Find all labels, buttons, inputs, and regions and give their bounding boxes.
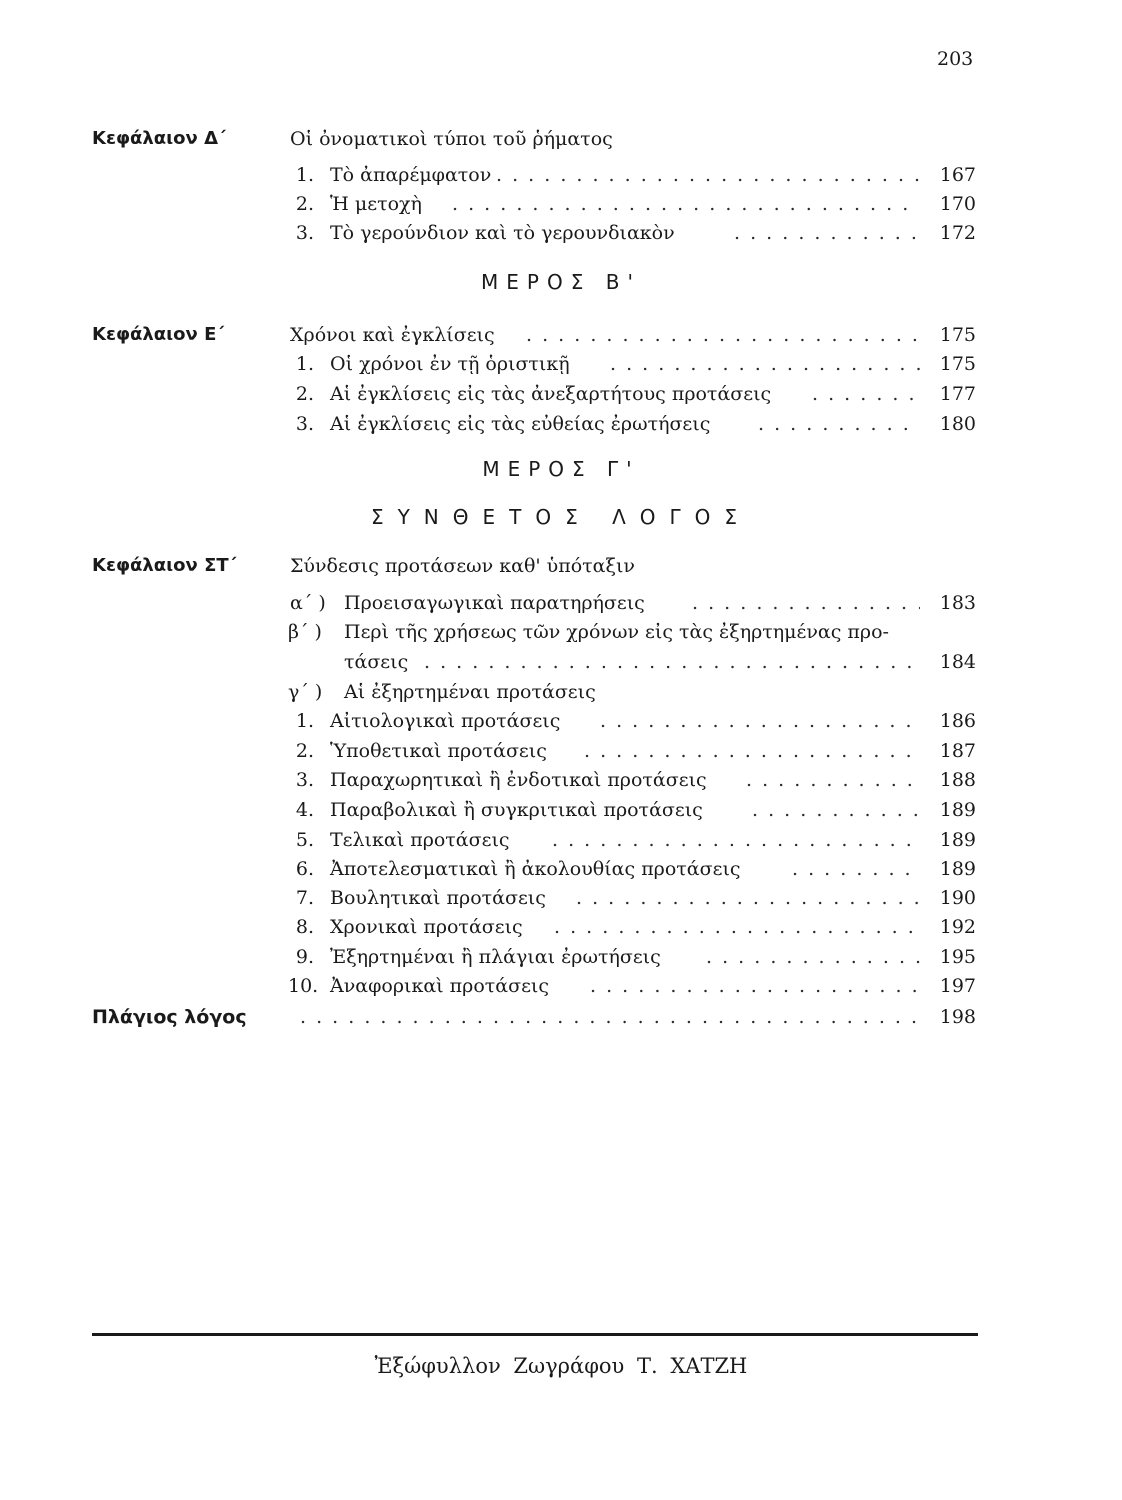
- entry-number: 4.: [295, 799, 314, 821]
- entry-number: 3.: [295, 222, 314, 244]
- entry-number: 9.: [295, 946, 314, 968]
- dot-leader: [746, 765, 920, 795]
- entry-number: 3.: [295, 413, 314, 435]
- dot-leader: [452, 189, 920, 219]
- chapter-e-page: 175: [939, 324, 976, 346]
- entry-number: 5.: [295, 829, 314, 851]
- cover-credits: Ἐξώφυλλον Ζωγράφου Τ. ΧΑΤΖΗ: [374, 1354, 748, 1378]
- entry-number: 1.: [295, 353, 314, 375]
- entry-page: 197: [939, 975, 976, 997]
- entry-text: Προεισαγωγικαὶ παρατηρήσεις: [344, 592, 645, 614]
- entry-page: 187: [939, 740, 976, 762]
- entry-text: Ἀποτελεσματικαὶ ἢ ἀκολουθίας προτάσεις: [330, 858, 741, 880]
- entry-page: 172: [939, 222, 976, 244]
- entry-text: Ἐξηρτημέναι ἢ πλάγιαι ἐρωτήσεις: [330, 946, 661, 968]
- indirect-speech-label: Πλάγιος λόγος: [92, 1006, 247, 1028]
- entry-text: Ὑποθετικαὶ προτάσεις: [330, 740, 547, 762]
- entry-text: Ἡ μετοχὴ: [330, 193, 422, 215]
- toc-entry: [0, 765, 1122, 795]
- part-c-heading: ΜΕΡΟΣ Γ': [482, 457, 640, 481]
- entry-text: Αἱ ἐξηρτημέναι προτάσεις: [344, 681, 596, 703]
- toc-entry: [0, 160, 1122, 190]
- entry-page: 189: [939, 799, 976, 821]
- dot-leader: [792, 854, 920, 884]
- entry-page: 186: [939, 710, 976, 732]
- toc-entry-gamma: [0, 677, 1122, 707]
- entry-page: 189: [939, 858, 976, 880]
- entry-mark: β΄ ): [288, 621, 322, 643]
- entry-text: Χρονικαὶ προτάσεις: [330, 916, 523, 938]
- dot-leader: [692, 588, 920, 618]
- entry-page: 192: [939, 916, 976, 938]
- entry-text: Τὸ γερούνδιον καὶ τὸ γερουνδιακὸν: [330, 222, 675, 244]
- entry-page: 190: [939, 887, 976, 909]
- toc-entry-beta: [0, 617, 1122, 647]
- chapter-d-header: [0, 124, 1122, 154]
- entry-page: 188: [939, 769, 976, 791]
- dot-leader: [424, 647, 920, 677]
- toc-entry: [0, 218, 1122, 248]
- entry-text: Παραβολικαὶ ἢ συγκριτικαὶ προτάσεις: [330, 799, 703, 821]
- entry-mark: α΄ ): [290, 592, 326, 614]
- toc-entry: [0, 825, 1122, 855]
- entry-text: Οἱ χρόνοι ἐν τῇ ὁριστικῇ: [330, 353, 570, 375]
- entry-number: 2.: [295, 740, 314, 762]
- entry-text: Αἰτιολογικαὶ προτάσεις: [330, 710, 561, 732]
- toc-entry: [0, 883, 1122, 913]
- toc-entry: [0, 795, 1122, 825]
- dot-leader: [706, 942, 920, 972]
- toc-entry: [0, 189, 1122, 219]
- entry-page: 177: [939, 383, 976, 405]
- entry-number: 2.: [295, 383, 314, 405]
- entry-number: 8.: [295, 916, 314, 938]
- toc-entry: [0, 349, 1122, 379]
- dot-leader: [300, 1002, 920, 1032]
- chapter-e-label: Κεφάλαιον Ε΄: [92, 324, 225, 345]
- toc-entry: [0, 854, 1122, 884]
- chapter-e-title: Χρόνοι καὶ ἐγκλίσεις: [290, 324, 495, 346]
- entry-number: 2.: [295, 193, 314, 215]
- dot-leader: [758, 409, 920, 439]
- entry-number: 7.: [295, 887, 314, 909]
- toc-entry: [0, 912, 1122, 942]
- dot-leader: [552, 825, 920, 855]
- chapter-st-label: Κεφάλαιον ΣΤ΄: [92, 555, 237, 576]
- entry-number: 10.: [288, 975, 319, 997]
- entry-page: 167: [939, 164, 976, 186]
- entry-page: 184: [939, 651, 976, 673]
- entry-text: Περὶ τῆς χρήσεως τῶν χρόνων εἰς τὰς ἐξηρτημένας προ-: [344, 621, 889, 643]
- entry-number: 1.: [295, 164, 314, 186]
- entry-page: 170: [939, 193, 976, 215]
- dot-leader: [610, 349, 920, 379]
- chapter-d-label: Κεφάλαιον Δ΄: [92, 128, 226, 149]
- dot-leader: [600, 706, 920, 736]
- toc-entry: [0, 409, 1122, 439]
- toc-entry: [0, 971, 1122, 1001]
- chapter-e-header: [0, 320, 1122, 350]
- entry-page: 183: [939, 592, 976, 614]
- dot-leader: [812, 379, 920, 409]
- dot-leader: [590, 971, 920, 1001]
- chapter-d-title: Οἱ ὀνοματικοὶ τύποι τοῦ ῥήματος: [290, 128, 613, 150]
- entry-text: Αἱ ἐγκλίσεις εἰς τὰς εὐθείας ἐρωτήσεις: [330, 413, 711, 435]
- footer-rule: [92, 1333, 978, 1336]
- dot-leader: [496, 160, 920, 190]
- toc-entry: [0, 736, 1122, 766]
- entry-page: 195: [939, 946, 976, 968]
- part-c-subheading: ΣΥΝΘΕΤΟΣ ΛΟΓΟΣ: [370, 505, 752, 529]
- dot-leader: [554, 912, 920, 942]
- entry-number: 3.: [295, 769, 314, 791]
- dot-leader: [584, 736, 920, 766]
- entry-page: 175: [939, 353, 976, 375]
- entry-number: 1.: [295, 710, 314, 732]
- toc-entry: [0, 706, 1122, 736]
- toc-entry: [0, 942, 1122, 972]
- toc-entry-beta-continued: [0, 647, 1122, 677]
- dot-leader: [576, 883, 920, 913]
- dot-leader: [752, 795, 920, 825]
- entry-text: τάσεις: [344, 651, 409, 673]
- dot-leader: [734, 218, 920, 248]
- entry-text: Ἀναφορικαὶ προτάσεις: [330, 975, 550, 997]
- indirect-speech-page: 198: [939, 1006, 976, 1028]
- entry-text: Τὸ ἀπαρέμφατον: [330, 164, 492, 186]
- entry-mark: γ΄ ): [288, 681, 323, 703]
- part-b-heading: ΜΕΡΟΣ Β': [481, 270, 641, 294]
- entry-text: Τελικαὶ προτάσεις: [330, 829, 510, 851]
- entry-number: 6.: [295, 858, 314, 880]
- dot-leader: [526, 320, 920, 350]
- page-number: 203: [937, 48, 974, 70]
- entry-page: 189: [939, 829, 976, 851]
- entry-page: 180: [939, 413, 976, 435]
- toc-entry: [0, 379, 1122, 409]
- entry-text: Παραχωρητικαὶ ἢ ἐνδοτικαὶ προτάσεις: [330, 769, 707, 791]
- indirect-speech-entry: [0, 1002, 1122, 1032]
- chapter-st-header: [0, 551, 1122, 581]
- chapter-st-title: Σύνδεσις προτάσεων καθ' ὑπόταξιν: [290, 555, 635, 577]
- entry-text: Βουλητικαὶ προτάσεις: [330, 887, 546, 909]
- entry-text: Αἱ ἐγκλίσεις εἰς τὰς ἀνεξαρτήτους προτάσεις: [330, 383, 772, 405]
- toc-entry-alpha: [0, 588, 1122, 618]
